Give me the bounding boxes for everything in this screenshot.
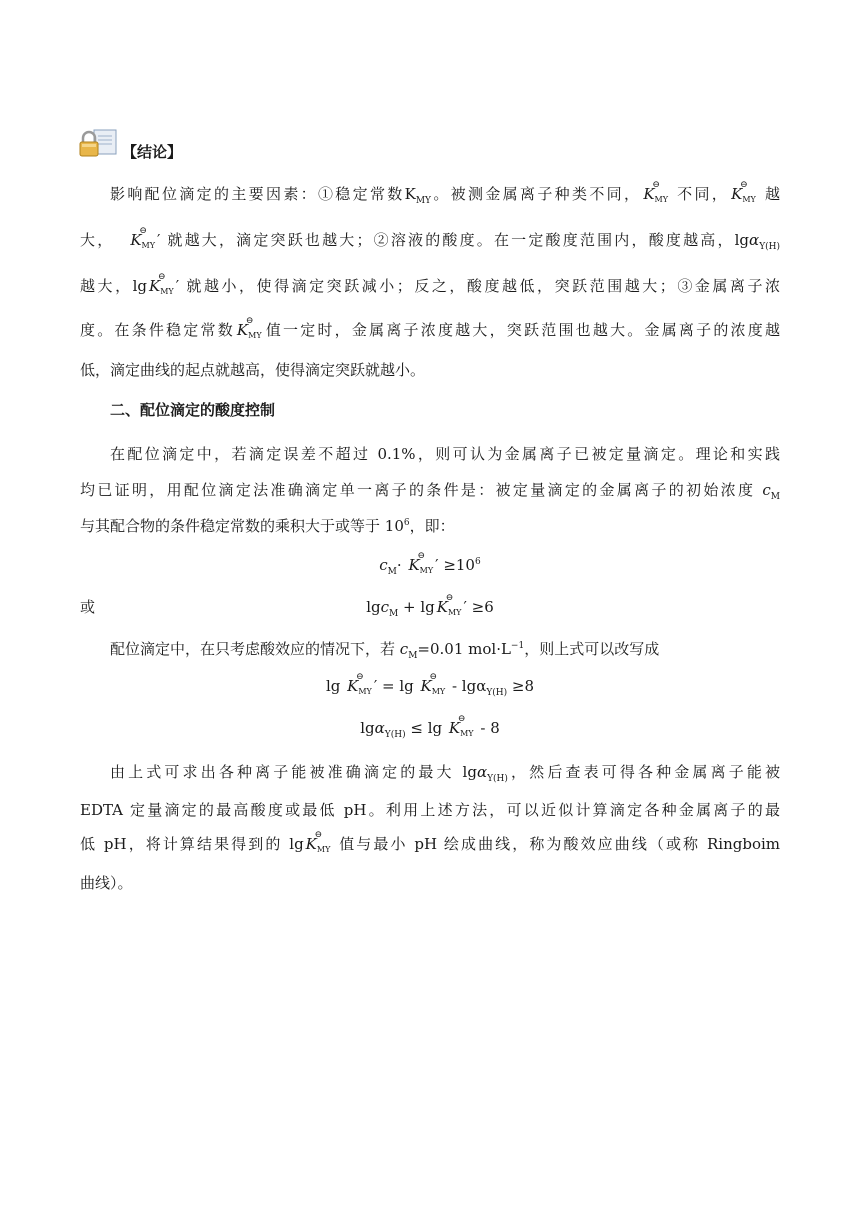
kmy-symbol: K ⊖ $_{MY}$ [149, 272, 174, 296]
kmy-symbol: K ⊖ $_{MY}$ [436, 593, 462, 617]
s2-para3-line3: 低 pH，将计算结果得到的 lg K ⊖ $_{MY}$ 值与最小 pH 绘成曲线，称为酸效应曲线（或称 Ringboim [80, 834, 780, 860]
s2-para1-line2: 均已证明，用配位滴定法准确滴定单一离子的条件是：被定量滴定的金属离子的初始浓度 $c_M$ [80, 481, 780, 502]
s2-para3-line1: 由上式可求出各种离子能被准确滴定的最大 lgα$_{Y(H)}$，然后查表可得各种金属离子能被 [110, 763, 780, 784]
kmy-symbol: K ⊖ $_{MY}$ [448, 714, 474, 738]
kmy-symbol: K ⊖ $_{MY}$ [236, 316, 262, 340]
or-label: 或 [80, 598, 96, 616]
kmy-symbol: K ⊖ $_{MY}$ [347, 672, 372, 696]
s2-para3-line4: 曲线）。 [80, 874, 133, 892]
kmy-symbol: K ⊖ $_{MY}$ [130, 226, 156, 250]
kmy-symbol: K ⊖ $_{MY}$ [643, 180, 669, 204]
s2-para1-line3: 与其配合物的条件稳定常数的乘积大于或等于 $10^6$，即： [80, 517, 455, 535]
para1-line1: 影响配位滴定的主要因素：①稳定常数$K_{MY}$。被测金属离子种类不同， K ⊖ $_{MY}$ 不同， K ⊖ $_{MY}$ 越 [80, 184, 780, 211]
kmy-symbol: K ⊖ $_{MY}$ [731, 180, 756, 204]
equation-4: lgα$_{Y(H)}$ ≤ lg K ⊖ $_{MY}$ - 8 [80, 718, 780, 745]
section-heading-conclusion: 【结论】 [122, 143, 183, 161]
para1-line2: 大， K ⊖ $_{MY}$ ′ 就越大，滴定突跃也越大；②溶液的酸度。在一定酸度范围内，酸度越高，lgα$_{Y(H)}$ [80, 230, 780, 257]
para1-line3: 越大，lg K ⊖ $_{MY}$ ′ 就越小，使得滴定突跃减小；反之，酸度越低，突跃范围越大；③金属离子浓 [80, 276, 780, 302]
para1-line5: 低，滴定曲线的起点就越高，使得滴定突跃就越小。 [80, 361, 426, 379]
s2-para1-line1: 在配位滴定中，若滴定误差不超过 0.1%，则可认为金属离子已被定量滴定。理论和实践 [110, 445, 780, 463]
equation-1: $c_M\cdot K$ ⊖ $_{MY}$ ′ $\ge 10^6$ [80, 552, 780, 582]
kmy-symbol: K ⊖ $_{MY}$ [305, 830, 331, 854]
s2-para2-line1: 配位滴定中，在只考虑酸效应的情况下，若 $c_M=0.01$ $mol\cdot L^{-1}$，则上式可以改写成 [110, 640, 660, 661]
kmy-symbol: K ⊖ $_{MY}$ [408, 551, 434, 575]
s2-para3-line2: EDTA 定量滴定的最高酸度或最低 pH。利用上述方法，可以近似计算滴定各种金属离子的最 [80, 801, 780, 819]
equation-3: lg K ⊖ $_{MY}$ ′ = lg K ⊖ $_{MY}$ - lgα$_{Y(H)}$ ≥8 [80, 676, 780, 703]
para1-line4: 度。在条件稳定常数 K ⊖ $_{MY}$ 值一定时，金属离子浓度越大，突跃范围也越大。金属离子的浓度越 [80, 320, 780, 346]
section-heading-acidity: 二、配位滴定的酸度控制 [110, 401, 276, 419]
equation-2: lgc$_M$ + lg K ⊖ $_{MY}$ ′ ≥6 [80, 597, 780, 624]
kmy-symbol: K ⊖ $_{MY}$ [420, 672, 446, 696]
lock-document-icon [78, 128, 122, 158]
